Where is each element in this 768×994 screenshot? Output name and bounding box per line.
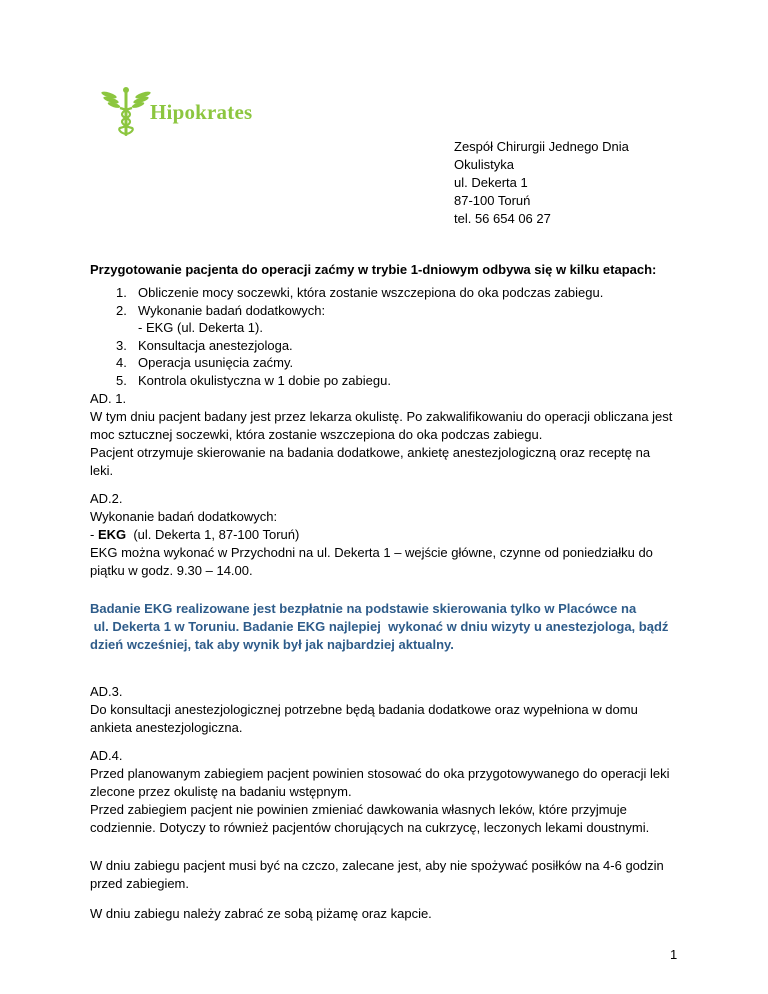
paragraph-line: ankieta anestezjologiczna.	[90, 720, 243, 735]
list-item-text: - EKG (ul. Dekerta 1).	[138, 320, 263, 335]
clinic-city: 87-100 Toruń	[454, 193, 531, 208]
ekg-notice	[90, 600, 690, 654]
paragraph-line: EKG można wykonać w Przychodni na ul. Dekerta 1 – wejście główne, czynne od poniedziałku do	[90, 545, 653, 560]
list-item	[90, 319, 603, 337]
page-heading: Przygotowanie pacjenta do operacji zaćmy w trybie 1-dniowym odbywa się w kilku etapach:	[90, 262, 657, 277]
list-item-text: Wykonanie badań dodatkowych:	[138, 302, 326, 318]
section-title: AD.2.	[90, 491, 123, 506]
logo-text: Hipokrates	[150, 100, 253, 124]
clinic-address	[454, 138, 629, 228]
paragraph-line: codziennie. Dotyczy to również pacjentów chorujących na cukrzycę, leczonych lekami doustnymi.	[90, 820, 650, 835]
list-item	[90, 302, 603, 320]
steps-list	[90, 284, 603, 389]
ekg-dash: -	[90, 527, 98, 542]
list-item	[90, 354, 603, 372]
clinic-phone: tel. 56 654 06 27	[454, 211, 551, 226]
caduceus-icon	[100, 86, 152, 138]
clinic-street: ul. Dekerta 1	[454, 175, 528, 190]
section-ad1	[90, 390, 690, 480]
paragraph-line: Przed zabiegiem pacjent nie powinien zmieniać dawkowania własnych leków, które przyjmuje	[90, 802, 627, 817]
hipokrates-logo	[100, 86, 270, 138]
paragraph-line: zlecone przez okulistę na badaniu wstępnym.	[90, 784, 352, 799]
paragraph-line: Wykonanie badań dodatkowych:	[90, 509, 278, 524]
fasting-info	[90, 857, 690, 893]
section-title: AD.3.	[90, 684, 123, 699]
paragraph-line: leki.	[90, 463, 114, 478]
paragraph-line: Do konsultacji anestezjologicznej potrzebne będą badania dodatkowe oraz wypełniona w domu	[90, 702, 638, 717]
list-item-number: 1.	[116, 285, 127, 300]
list-item	[90, 372, 603, 390]
section-ad2	[90, 490, 690, 580]
bring-info	[90, 905, 690, 923]
paragraph-line: Przed planowanym zabiegiem pacjent powinien stosować do oka przygotowywanego do operacji leki	[90, 766, 670, 781]
paragraph-line: W dniu zabiegu należy zabrać ze sobą piżamę oraz kapcie.	[90, 906, 432, 921]
list-item-text: Operacja usunięcia zaćmy.	[138, 355, 294, 370]
list-item	[90, 337, 603, 355]
list-item-number: 5.	[116, 372, 127, 388]
paragraph-line: moc sztucznej soczewki, która zostanie wszczepiona do oka podczas zabiegu.	[90, 427, 543, 442]
list-item	[90, 284, 603, 302]
clinic-department: Okulistyka	[454, 157, 514, 172]
section-ad4	[90, 747, 690, 837]
ekg-line	[90, 526, 690, 544]
ekg-label: EKG	[97, 527, 127, 542]
paragraph-line: W tym dniu pacjent badany jest przez lekarza okulistę. Po zakwalifikowaniu do operacji obliczana jest	[90, 409, 673, 424]
paragraph-line: Pacjent otrzymuje skierowanie na badania dodatkowe, ankietę anestezjologiczną oraz receptę na	[90, 445, 651, 460]
list-item-number: 2.	[116, 302, 127, 318]
list-item-number: 3.	[116, 337, 127, 353]
paragraph-line: W dniu zabiegu pacjent musi być na czczo, zalecane jest, aby nie spożywać posiłków na 4-6 godzin	[90, 858, 664, 873]
list-item-number: 4.	[116, 355, 127, 370]
list-item-text: Konsultacja anestezjologa.	[138, 337, 293, 353]
section-title: AD. 1.	[90, 391, 127, 406]
notice-line: ul. Dekerta 1 w Toruniu. Badanie EKG najlepiej wykonać w dniu wizyty u anestezjologa, bądź	[90, 619, 669, 634]
notice-line: dzień wcześniej, tak aby wynik był jak najbardziej aktualny.	[90, 637, 454, 652]
ekg-address: (ul. Dekerta 1, 87-100 Toruń)	[126, 527, 300, 542]
clinic-name: Zespół Chirurgii Jednego Dnia	[454, 139, 629, 154]
list-item-text: Obliczenie mocy soczewki, która zostanie wszczepiona do oka podczas zabiegu.	[138, 285, 604, 300]
page-number: 1	[670, 947, 678, 962]
section-ad3	[90, 683, 690, 737]
notice-line: Badanie EKG realizowane jest bezpłatnie na podstawie skierowania tylko w Placówce na	[90, 601, 637, 616]
paragraph-line: przed zabiegiem.	[90, 876, 189, 891]
paragraph-line: piątku w godz. 9.30 – 14.00.	[90, 563, 253, 578]
list-item-text: Kontrola okulistyczna w 1 dobie po zabiegu.	[138, 372, 391, 388]
section-title: AD.4.	[90, 748, 123, 763]
